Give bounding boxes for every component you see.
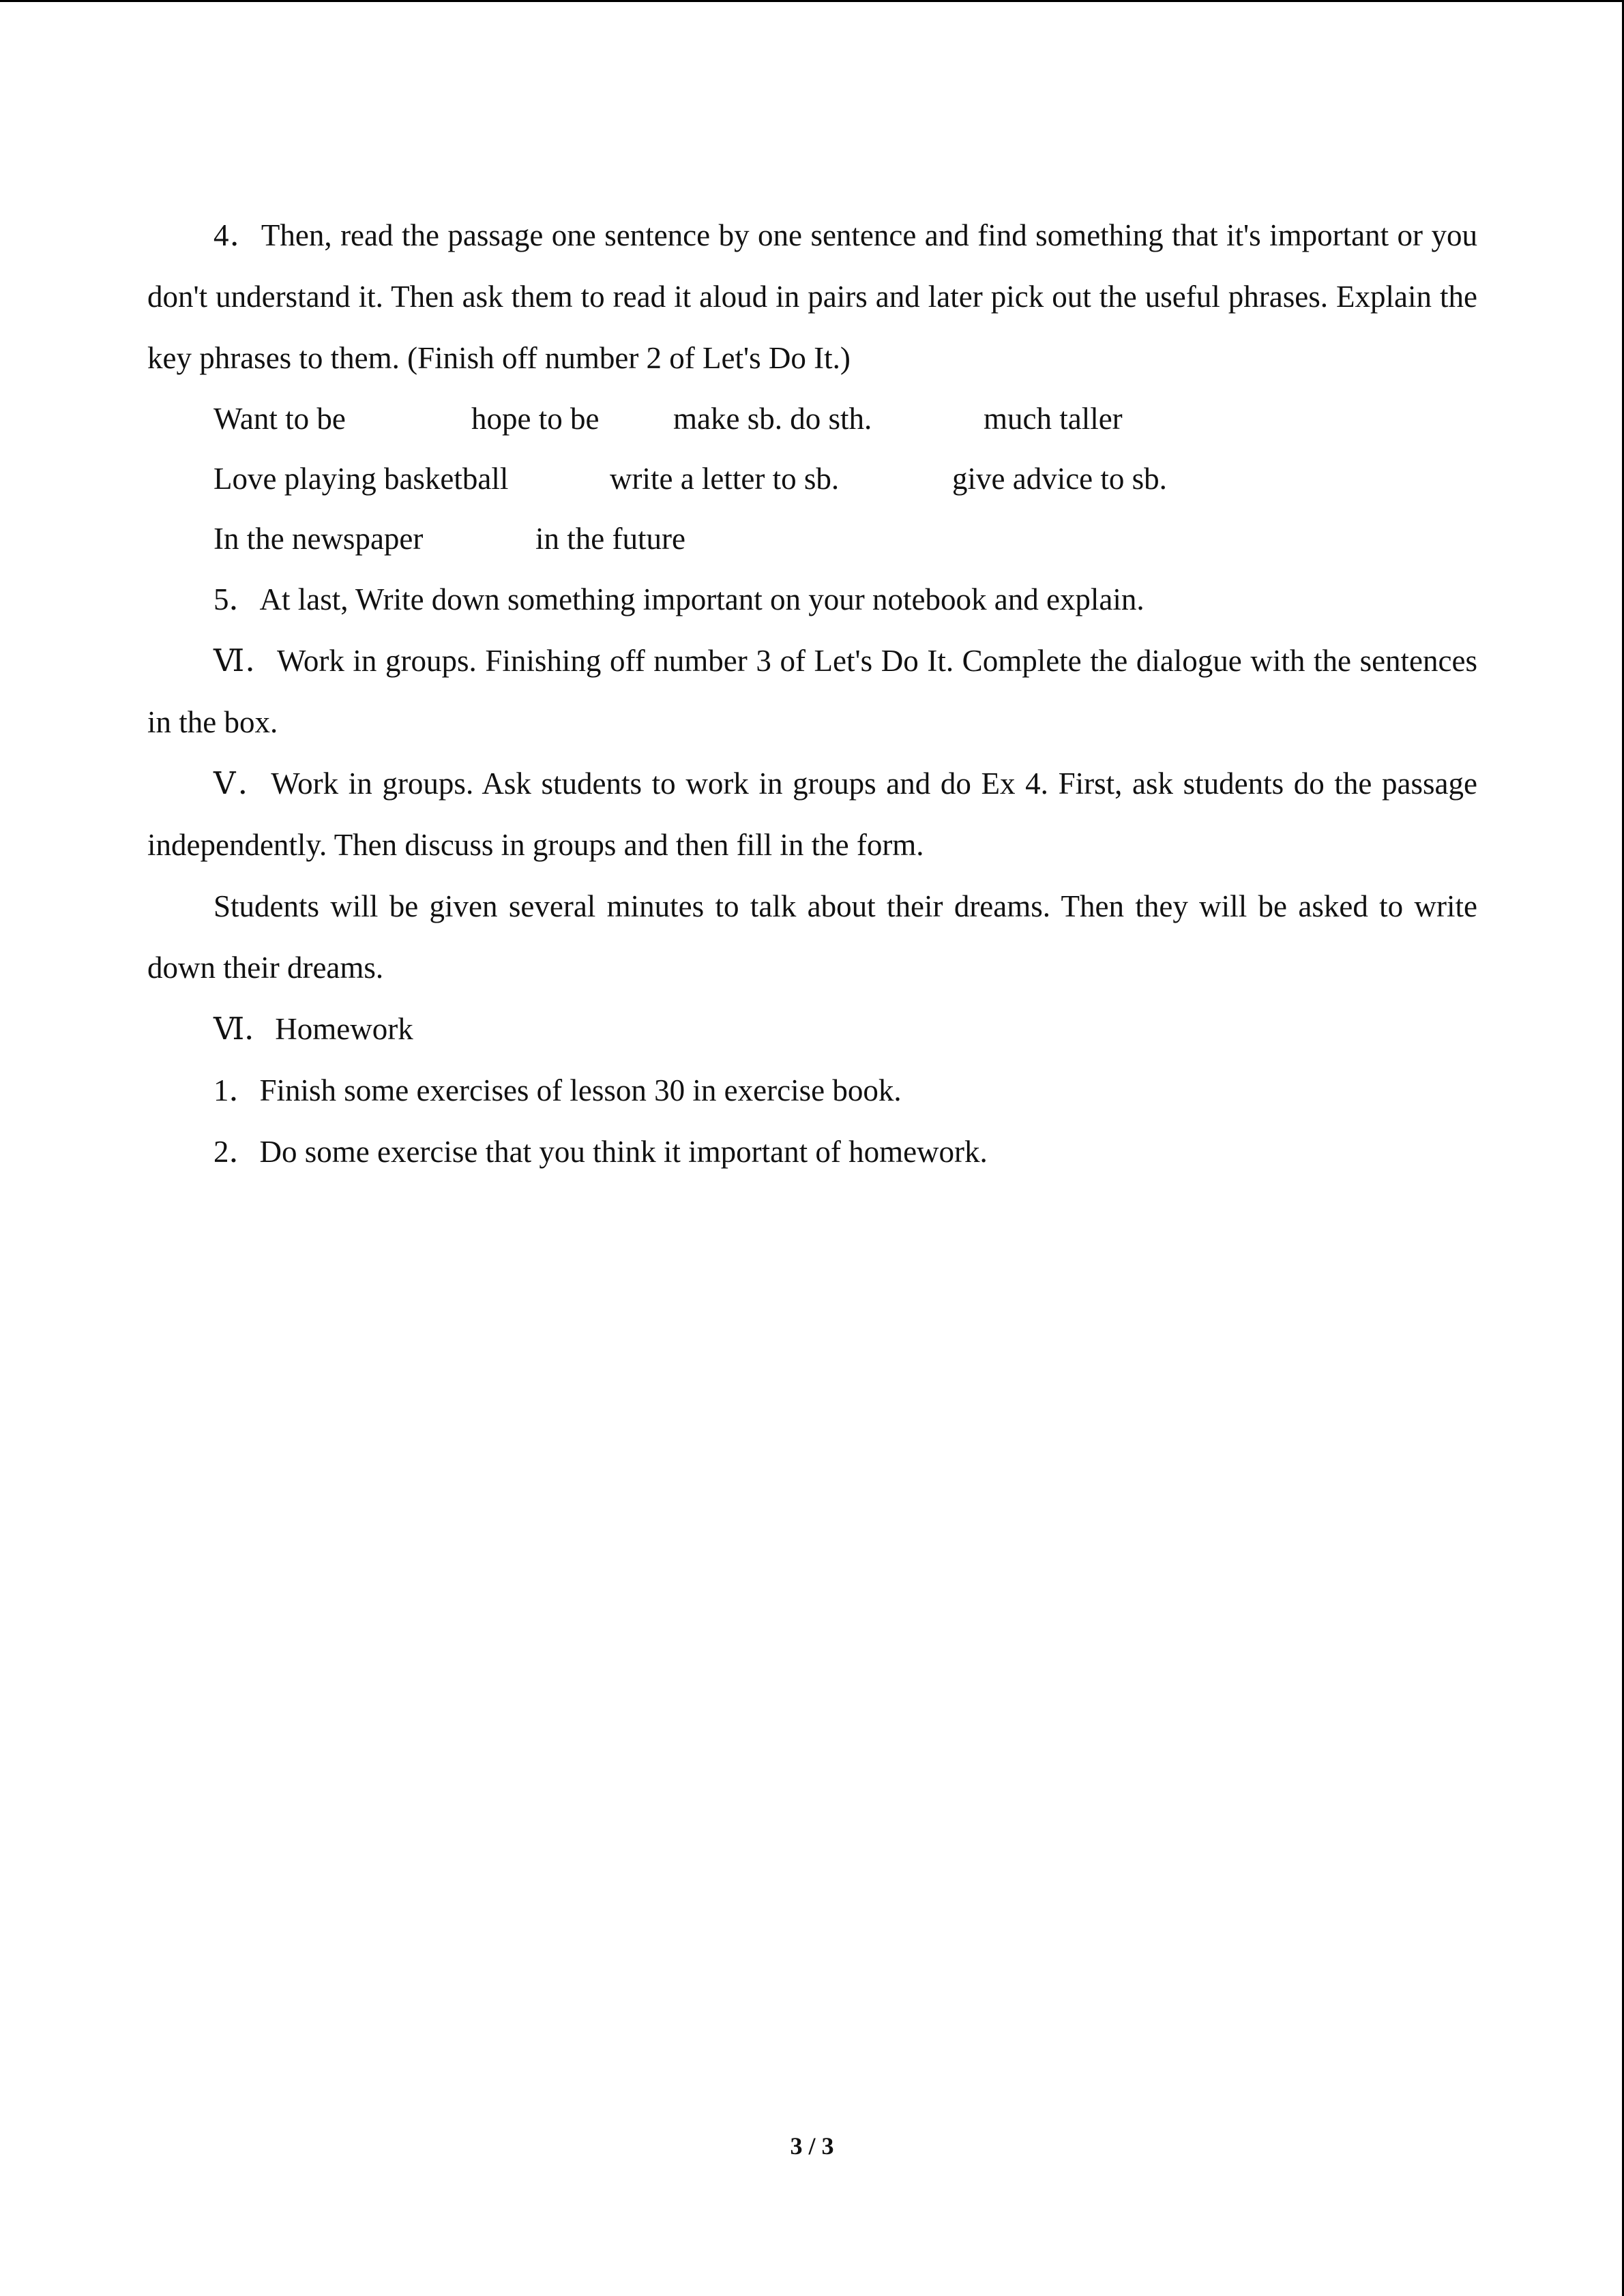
phrase-give-advice: give advice to sb. (952, 462, 1167, 496)
phrase-row-2 (147, 449, 1477, 509)
document-body (147, 205, 1477, 1182)
step-5-paragraph: 5．At last, Write down something important on your notebook and explain. (213, 582, 1145, 616)
phrase-row-1 (147, 389, 1477, 449)
section-vi-groups-paragraph: Ⅵ．Work in groups. Finishing off number 3 of Let's Do It. Complete the dialogue with the sentences in the box. (147, 644, 1477, 739)
phrase-love-playing-basketball: Love playing basketball (213, 462, 509, 496)
homework-item-1: 1．Finish some exercises of lesson 30 in exercise book. (213, 1073, 902, 1107)
phrase-want-to-be: Want to be (213, 402, 346, 436)
phrase-row-3 (147, 509, 1477, 569)
page-number: 3 / 3 (790, 2132, 834, 2160)
phrase-hope-to-be: hope to be (471, 402, 600, 436)
homework-item-2: 2．Do some exercise that you think it important of homework. (213, 1135, 988, 1169)
phrase-in-the-future: in the future (535, 522, 685, 556)
page-top-border (0, 0, 1624, 2)
phrase-make-sb-do-sth: make sb. do sth. (673, 402, 872, 436)
homework-heading: Ⅵ．Homework (213, 1012, 413, 1046)
phrase-in-the-newspaper: In the newspaper (213, 522, 424, 556)
step-4-paragraph: 4．Then, read the passage one sentence by one sentence and find something that it's important or you don't understand it. Then ask them to read it aloud in pairs and later pick out the useful phrases. Explain the key phrases to them. (Finish off number 2 of Let's Do It.) (147, 218, 1477, 375)
phrase-write-a-letter: write a letter to sb. (610, 462, 840, 496)
students-dreams-paragraph: Students will be given several minutes to talk about their dreams. Then they will be asked to write down their dreams. (147, 889, 1477, 985)
section-v-groups-paragraph: Ⅴ．Work in groups. Ask students to work in groups and do Ex 4. First, ask students do the passage independently. Then discuss in groups and then fill in the form. (147, 766, 1477, 862)
phrase-much-taller: much taller (984, 402, 1123, 436)
